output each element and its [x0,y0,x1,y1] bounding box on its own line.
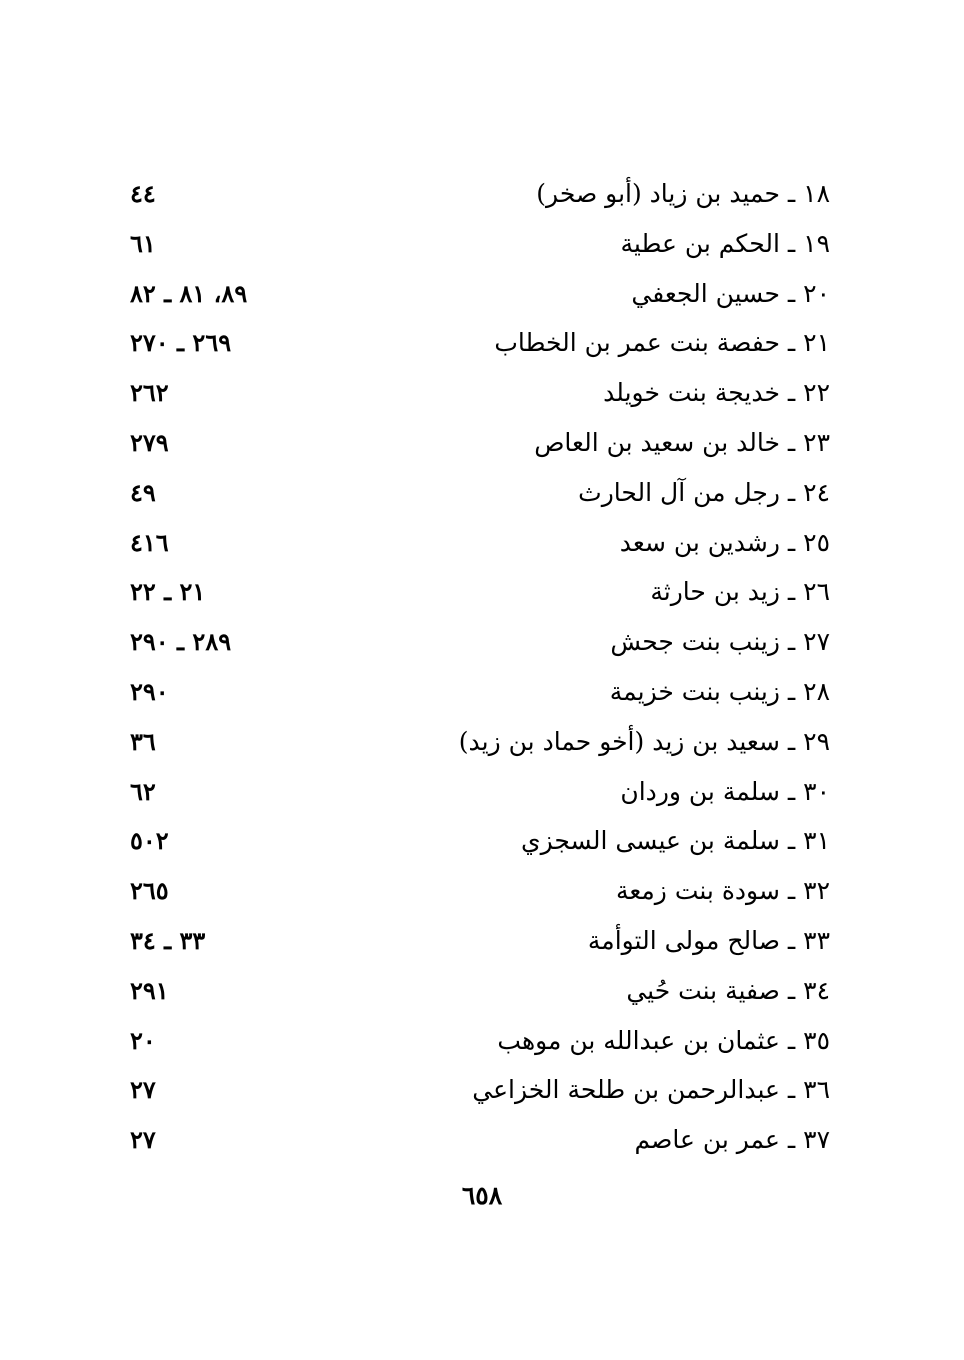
index-entry [130,618,830,668]
index-entry [130,917,830,967]
index-entry [130,220,830,270]
narrators-index-list [130,170,830,1166]
entry-name: ٣٧ ـ عمر بن عاصم [634,1125,830,1155]
entry-name: ٣٠ ـ سلمة بن وردان [620,776,830,806]
entry-page-refs: ٢١ ـ ٢٢ [130,577,206,607]
entry-page-refs: ٥٠٢ [130,826,169,856]
entry-page-refs: ٢٩٠ [130,676,169,706]
index-entry [130,1116,830,1166]
entry-name: ٢٠ ـ حسين الجعفي [631,278,830,308]
entry-page-refs: ٢٨٩ ـ ٢٩٠ [130,627,232,657]
index-entry [130,419,830,469]
index-entry [130,718,830,768]
index-entry [130,768,830,818]
index-entry [130,270,830,320]
entry-name: ٣٦ ـ عبدالرحمن بن طلحة الخزاعي [472,1075,830,1105]
entry-page-refs: ٢٧ [130,1075,156,1105]
index-entry [130,170,830,220]
entry-page-refs: ٣٦ [130,726,156,756]
entry-name: ٢٧ ـ زينب بنت جحش [610,627,830,657]
entry-name: ٢٩ ـ سعيد بن زيد (أخو حماد بن زيد) [458,726,830,756]
entry-name: ٢٣ ـ خالد بن سعيد بن العاص [534,427,830,457]
entry-name: ١٩ ـ الحكم بن عطية [620,228,830,258]
index-entry [130,867,830,917]
index-entry [130,519,830,569]
index-entry [130,568,830,618]
index-entry [130,369,830,419]
entry-page-refs: ٢٧ [130,1125,156,1155]
index-entry [130,817,830,867]
entry-page-refs: ٢٧٩ [130,427,169,457]
entry-name: ٣١ ـ سلمة بن عيسى السجزي [521,826,830,856]
entry-name: ٢٥ ـ رشدين بن سعد [619,527,830,557]
entry-name: ٣٣ ـ صالح مولى التوأمة [587,925,830,955]
entry-page-refs: ٣٣ ـ ٣٤ [130,925,206,955]
page-number: ٦٥٨ [461,1181,503,1210]
entry-name: ٣٤ ـ صفية بنت حُيي [626,975,830,1005]
entry-page-refs: ٦١ [130,228,156,258]
entry-page-refs: ٦٢ [130,776,156,806]
entry-page-refs: ٢٦٥ [130,876,169,906]
entry-page-refs: ٤٩ [130,477,156,507]
index-entry [130,1066,830,1116]
index-entry [130,967,830,1017]
entry-name: ٢١ ـ حفصة بنت عمر بن الخطاب [494,328,830,358]
entry-page-refs: ٨٩، ٨١ ـ ٨٢ [130,278,248,308]
entry-name: ٣٢ ـ سودة بنت زمعة [615,876,830,906]
entry-page-refs: ٤١٦ [130,527,169,557]
entry-page-refs: ٢٦٩ ـ ٢٧٠ [130,328,232,358]
entry-name: ٢٨ ـ زينب بنت خزيمة [609,676,830,706]
index-entry [130,668,830,718]
entry-name: ٣٥ ـ عثمان بن عبدالله بن موهب [497,1025,830,1055]
index-entry [130,319,830,369]
entry-name: ٢٢ ـ خديجة بنت خويلد [603,378,830,408]
index-entry [130,1017,830,1067]
entry-page-refs: ٢٠ [130,1025,156,1055]
entry-page-refs: ٢٦٢ [130,378,169,408]
entry-page-refs: ٢٩١ [130,975,169,1005]
entry-name: ٢٦ ـ زيد بن حارثة [650,577,830,607]
entry-name: ٢٤ ـ رجل من آل الحارث [578,477,830,507]
entry-name: ١٨ ـ حميد بن زياد (أبو صخر) [536,179,830,208]
index-entry [130,469,830,519]
entry-page-refs: ٤٤ [130,179,156,208]
